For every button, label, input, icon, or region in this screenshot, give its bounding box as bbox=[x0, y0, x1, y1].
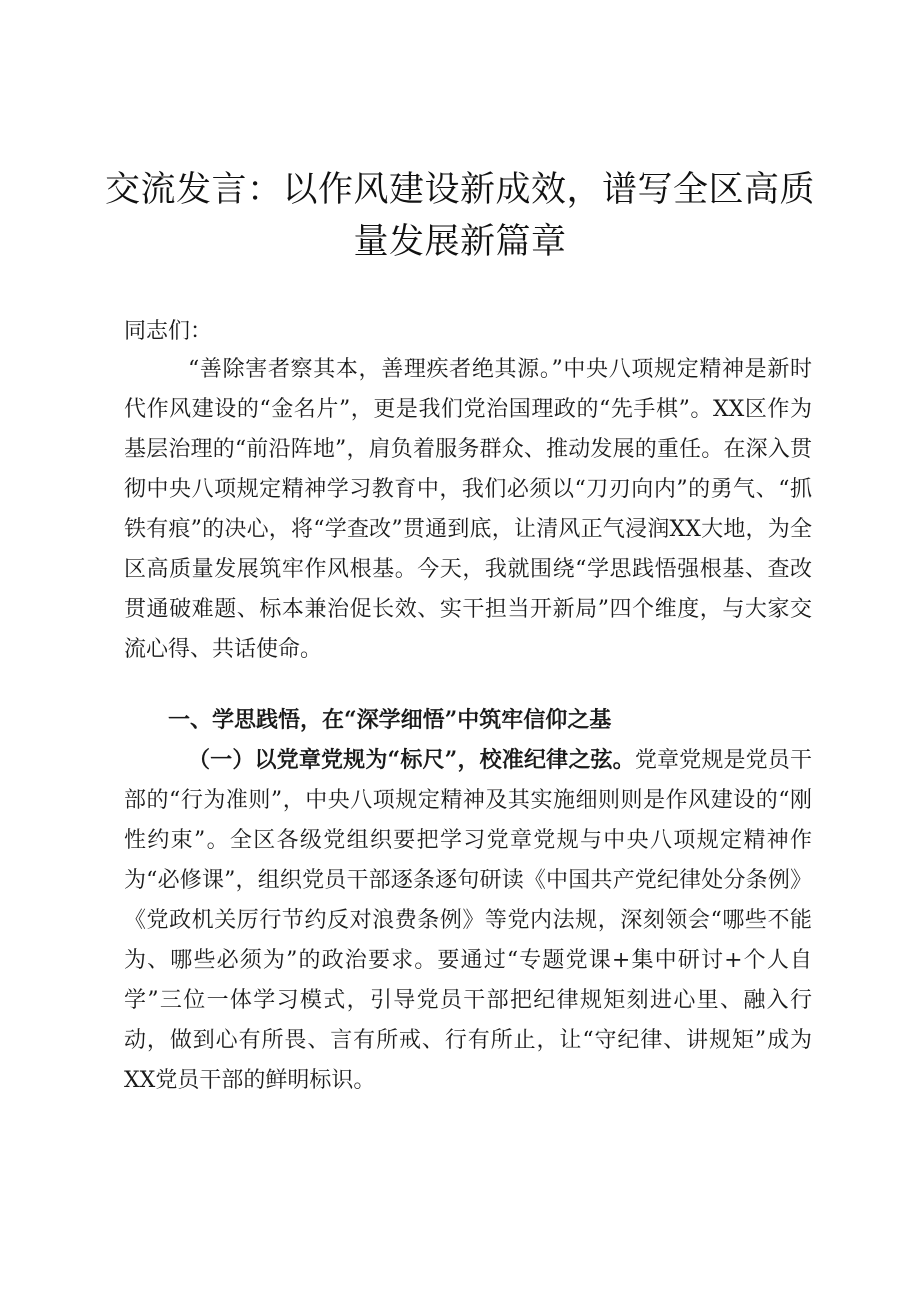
body-paragraph bbox=[124, 740, 812, 1101]
section-heading: 一、学思践悟，在“深学细悟”中筑牢信仰之基 bbox=[168, 707, 612, 733]
salutation: 同志们： bbox=[124, 319, 213, 344]
subsection-body: 党章党规是党员干部的“行为准则”，中央八项规定精神及其实施细则则是作风建设的“刚性约束”。全区各级党组织要把学习党章党规与中央八项规定精神作为“必修课”，组织党员干部逐条逐句研读《中国共产党纪律处分条例》《党政机关厉行节约反对浪费条例》等党内法规，深刻领会“哪些不能为、哪些必须为”的政治要求。要通过“专题党课+集中研讨+个人自学”三位一体学习模式，引导党员干部把纪律规矩刻进心里、融入行动，做到心有所畏、言有所戒、行有所止，让“守纪律、讲规矩”成为XX党员干部的鲜明标识。 bbox=[124, 748, 812, 1093]
intro-paragraph: “善除害者察其本，善理疾者绝其源。”中央八项规定精神是新时代作风建设的“金名片”，更是我们党治国理政的“先手棋”。XX区作为基层治理的“前沿阵地”，肩负着服务群众、推动发展的重任。在深入贯彻中央八项规定精神学习教育中，我们必须以“刀刃向内”的勇气、“抓铁有痕”的决心，将“学查改”贯通到底，让清风正气浸润XX大地，为全区高质量发展筑牢作风根基。今天，我就围绕“学思践悟强根基、查改贯通破难题、标本兼治促长效、实干担当开新局”四个维度，与大家交流心得、共话使命。 bbox=[124, 357, 812, 662]
subsection-heading: （一）以党章党规为“标尺”，校准纪律之弦。 bbox=[188, 747, 635, 773]
document-title: 交流发言：以作风建设新成效，谱写全区高质量发展新篇章 bbox=[104, 170, 815, 262]
